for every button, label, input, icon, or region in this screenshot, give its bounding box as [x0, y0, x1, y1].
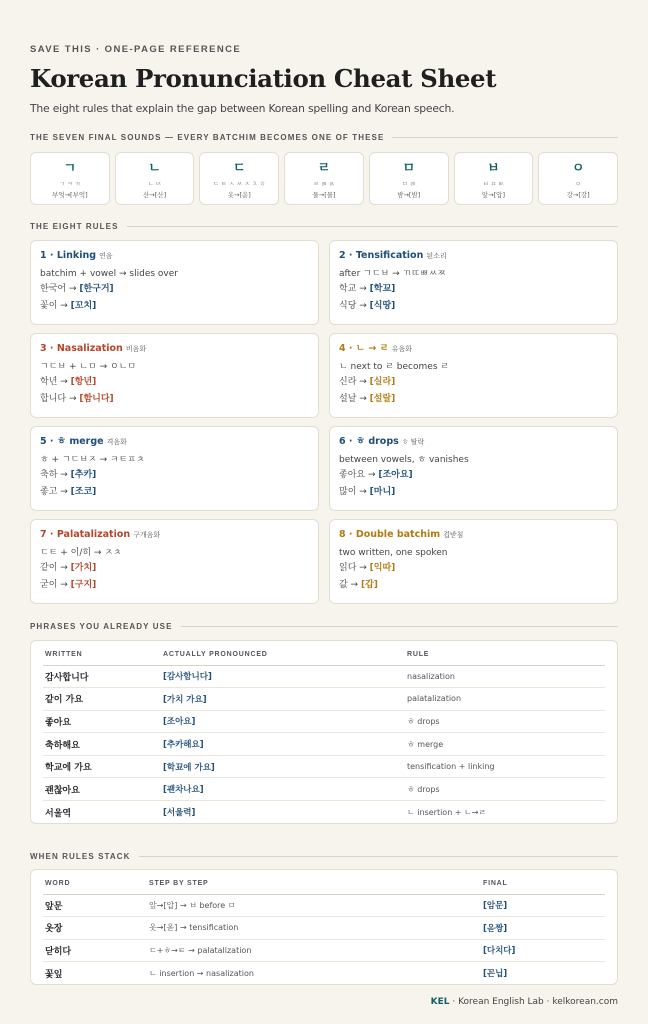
- finals-heading: THE SEVEN FINAL SOUNDS — EVERY BATCHIM BECOMES ONE OF THESE: [30, 133, 618, 142]
- table-cell: [서울력]: [163, 808, 196, 819]
- table-row: [43, 710, 605, 733]
- rule-name: 4 · ㄴ → ㄹ: [339, 343, 389, 354]
- example-word: 설날 →: [339, 394, 370, 404]
- final-sound-card: [284, 152, 364, 205]
- example-word: 축하 →: [40, 470, 71, 480]
- footer-text: · Korean English Lab · kelkorean.com: [449, 997, 618, 1007]
- stack-heading: WHEN RULES STACK: [30, 852, 618, 861]
- example-pronunciation: [조코]: [70, 487, 97, 497]
- rule-title: [339, 342, 608, 356]
- rule-example: [339, 298, 608, 315]
- example-word: 꽃이 →: [40, 301, 71, 311]
- table-cell: 서울역: [45, 808, 72, 819]
- final-example: 강→[강]: [566, 191, 590, 199]
- rule-title: [40, 528, 309, 542]
- rule-example: [339, 374, 608, 391]
- example-word: 신라 →: [339, 377, 370, 387]
- rule-card: [30, 333, 319, 418]
- rule-name: 1 · Linking: [40, 250, 97, 261]
- rule-korean: 된소리: [426, 252, 447, 260]
- final-example: 앞→[압]: [481, 191, 505, 199]
- rule-korean: 비음화: [125, 345, 147, 353]
- final-sounds-row: [30, 152, 618, 205]
- final-char: ㅇ: [571, 161, 585, 176]
- rule-korean: ㅎ 탈락: [401, 438, 425, 446]
- example-pronunciation: [갑]: [360, 580, 378, 590]
- final-char: ㄱ: [63, 161, 77, 176]
- table-cell: ㄷ+ㅎ→ㅌ → palatalization: [147, 939, 481, 962]
- table-cell: [가치 가요]: [161, 688, 405, 711]
- table-cell: 꽃잎: [45, 969, 63, 980]
- final-char: ㄷ: [233, 161, 246, 176]
- example-pronunciation: [꼬치]: [70, 301, 97, 311]
- table-row: [43, 894, 605, 917]
- example-pronunciation: [학꾜]: [369, 284, 396, 294]
- rule-card: [30, 519, 319, 604]
- table-cell: ㄴ insertion + ㄴ→ㄹ: [407, 807, 487, 817]
- rule-example: [339, 467, 608, 484]
- table-cell: 옷장: [43, 917, 147, 940]
- example-pronunciation: [함니다]: [79, 394, 114, 404]
- final-char: ㄴ: [148, 161, 161, 176]
- final-sources: ㄱ ㅋ ㄲ: [59, 181, 81, 188]
- table-cell: 앞문: [43, 894, 147, 917]
- example-pronunciation: [익따]: [369, 563, 396, 573]
- rule-example: [40, 374, 309, 391]
- rule-title: [40, 435, 309, 449]
- example-word: 굳이 →: [40, 580, 71, 590]
- column-header: RULE: [405, 645, 605, 665]
- rules-heading: THE EIGHT RULES: [30, 222, 618, 231]
- rule-example: [40, 298, 309, 315]
- rule-description: after ㄱㄷㅂ → ㄲㄸㅃㅆㅉ: [339, 269, 446, 279]
- table-row: [43, 962, 605, 985]
- table-cell: ㅎ drops: [405, 778, 605, 801]
- rule-example: [339, 391, 608, 408]
- example-word: 식당 →: [339, 301, 370, 311]
- rule-name: 6 · ㅎ drops: [339, 436, 399, 447]
- table-row: [43, 665, 605, 688]
- final-sound-card: [454, 152, 534, 205]
- table-row: [43, 733, 605, 756]
- column-header: WRITTEN: [43, 645, 161, 665]
- rule-description: ㅎ + ㄱㄷㅂㅈ → ㅋㅌㅍㅊ: [40, 455, 145, 465]
- example-word: 학교 →: [339, 284, 370, 294]
- final-sources: ㅇ: [575, 181, 582, 188]
- example-pronunciation: [설랄]: [369, 394, 396, 404]
- rule-card: [30, 426, 319, 511]
- example-pronunciation: [가치]: [70, 563, 97, 573]
- rule-name: 3 · Nasalization: [40, 343, 123, 354]
- table-row: [43, 688, 605, 711]
- example-word: 좋아요 →: [339, 470, 379, 480]
- column-header: ACTUALLY PRONOUNCED: [161, 645, 405, 665]
- example-pronunciation: [마니]: [369, 487, 396, 497]
- footer-brand: KEL: [430, 997, 450, 1007]
- table-cell: ㅎ merge: [405, 733, 605, 756]
- final-sources: ㄴ ㄵ: [147, 181, 162, 188]
- table-cell: [괜차나요]: [161, 778, 405, 801]
- rule-title: [339, 435, 608, 449]
- table-row: [43, 917, 605, 940]
- rule-description: batchim + vowel → slides over: [40, 269, 178, 279]
- table-cell: [추카해요]: [161, 733, 405, 756]
- final-sound-card: [538, 152, 618, 205]
- phrases-heading: PHRASES YOU ALREADY USE: [30, 622, 618, 631]
- final-sources: ㅁ ㄻ: [401, 181, 416, 188]
- final-sources: ㄷ ㅌ ㅅ ㅆ ㅈ ㅊ ㅎ: [213, 181, 266, 188]
- rule-description: ㄷㅌ + 이/히 → ㅈㅊ: [40, 548, 122, 558]
- final-example: 물→[물]: [312, 191, 336, 199]
- example-word: 같이 →: [40, 563, 71, 573]
- table-cell: ㅎ drops: [405, 710, 605, 733]
- final-char: ㅂ: [487, 161, 500, 176]
- table-cell: 앞→[압] → ㅂ before ㅁ: [147, 894, 481, 917]
- rule-name: 5 · ㅎ merge: [40, 436, 104, 447]
- table-cell: 같이 가요: [43, 688, 161, 711]
- table-cell: [꼰닙]: [483, 969, 508, 980]
- footer: [431, 997, 618, 1007]
- column-header: FINAL: [481, 874, 605, 894]
- example-pronunciation: [한구거]: [79, 284, 114, 294]
- final-sound-card: [115, 152, 195, 205]
- final-sources: ㅂ ㅍ ㅄ: [482, 181, 505, 188]
- table-cell: [감사함니다]: [161, 665, 405, 688]
- example-word: 합니다 →: [40, 394, 80, 404]
- rule-card: [30, 240, 319, 325]
- table-cell: ㄴ insertion → nasalization: [149, 968, 254, 978]
- table-cell: 닫히다: [43, 939, 147, 962]
- table-cell: [조아요]: [161, 710, 405, 733]
- rule-title: [40, 249, 309, 263]
- rule-card: [329, 426, 618, 511]
- table-row: [43, 755, 605, 778]
- rule-example: [40, 484, 309, 501]
- table-cell: nasalization: [405, 665, 605, 688]
- table-cell: [다치다]: [481, 939, 605, 962]
- table-cell: [옫짱]: [481, 917, 605, 940]
- stack-table-card: [30, 869, 618, 985]
- rule-title: [339, 528, 608, 542]
- example-word: 읽다 →: [339, 563, 370, 573]
- rule-card: [329, 333, 618, 418]
- table-cell: 옷→[옫] → tensification: [147, 917, 481, 940]
- rule-example: [339, 560, 608, 577]
- rule-korean: 격음화: [106, 438, 127, 446]
- final-char: ㅁ: [402, 161, 416, 176]
- example-pronunciation: [추카]: [70, 470, 97, 480]
- page-subtitle: The eight rules that explain the gap between Korean spelling and Korean speech.: [30, 102, 455, 115]
- table-row: [43, 939, 605, 962]
- rule-example: [339, 484, 608, 501]
- example-pronunciation: [실라]: [369, 377, 396, 387]
- example-pronunciation: [식땅]: [369, 301, 396, 311]
- rule-example: [40, 467, 309, 484]
- final-example: 밤→[밤]: [397, 191, 421, 199]
- table-cell: tensification + linking: [405, 755, 605, 778]
- final-char: ㄹ: [317, 161, 331, 176]
- rule-card: [329, 519, 618, 604]
- final-sources: ㄹ ㄼ ㄽ: [313, 181, 335, 188]
- rule-example: [40, 577, 309, 594]
- example-word: 좋고 →: [40, 487, 71, 497]
- table-cell: [학꾜에 가요]: [161, 755, 405, 778]
- table-cell: 좋아요: [43, 710, 161, 733]
- rule-example: [40, 391, 309, 408]
- table-cell: 학교에 가요: [43, 755, 161, 778]
- rule-example: [339, 281, 608, 298]
- rule-example: [40, 281, 309, 298]
- rule-description: between vowels, ㅎ vanishes: [339, 455, 469, 465]
- rule-card: [329, 240, 618, 325]
- example-word: 값 →: [339, 580, 361, 590]
- rules-grid: [30, 240, 618, 604]
- table-row: [43, 778, 605, 801]
- column-header: STEP BY STEP: [147, 874, 481, 894]
- rule-title: [339, 249, 608, 263]
- example-pronunciation: [항년]: [70, 377, 97, 387]
- table-cell: 괜찮아요: [43, 778, 161, 801]
- final-example: 산→[산]: [143, 191, 167, 199]
- example-pronunciation: [조아요]: [378, 470, 413, 480]
- rule-description: ㄱㄷㅂ + ㄴㅁ → ㅇㄴㅁ: [40, 362, 137, 372]
- table-cell: 축하해요: [43, 733, 161, 756]
- final-sound-card: [30, 152, 110, 205]
- final-example: 옷→[옫]: [227, 191, 251, 199]
- eyebrow: SAVE THIS · ONE-PAGE REFERENCE: [30, 44, 242, 55]
- rule-korean: 겹받침: [443, 531, 464, 539]
- final-example: 부엌→[부억]: [52, 191, 88, 199]
- stack-table: [43, 874, 605, 984]
- rule-korean: 연음: [99, 252, 113, 260]
- final-sound-card: [369, 152, 449, 205]
- example-pronunciation: [구지]: [70, 580, 97, 590]
- rule-korean: 유음화: [391, 345, 413, 353]
- example-word: 한국어 →: [40, 284, 80, 294]
- rule-name: 8 · Double batchim: [339, 529, 441, 540]
- table-cell: [암문]: [481, 894, 605, 917]
- rule-korean: 구개음화: [133, 531, 161, 539]
- rule-description: two written, one spoken: [339, 548, 448, 558]
- example-word: 학년 →: [40, 377, 71, 387]
- column-header: WORD: [43, 874, 147, 894]
- page-title: Korean Pronunciation Cheat Sheet: [30, 64, 497, 93]
- example-word: 많이 →: [339, 487, 370, 497]
- rule-description: ㄴ next to ㄹ becomes ㄹ: [339, 362, 450, 372]
- phrases-table: [43, 645, 605, 823]
- rule-name: 2 · Tensification: [339, 250, 424, 261]
- table-row: [43, 801, 605, 824]
- rule-example: [40, 560, 309, 577]
- rule-name: 7 · Palatalization: [40, 529, 131, 540]
- phrases-table-card: [30, 640, 618, 824]
- rule-title: [40, 342, 309, 356]
- rule-example: [339, 577, 608, 594]
- table-cell: palatalization: [405, 688, 605, 711]
- final-sound-card: [199, 152, 279, 205]
- table-cell: 감사합니다: [43, 665, 161, 688]
